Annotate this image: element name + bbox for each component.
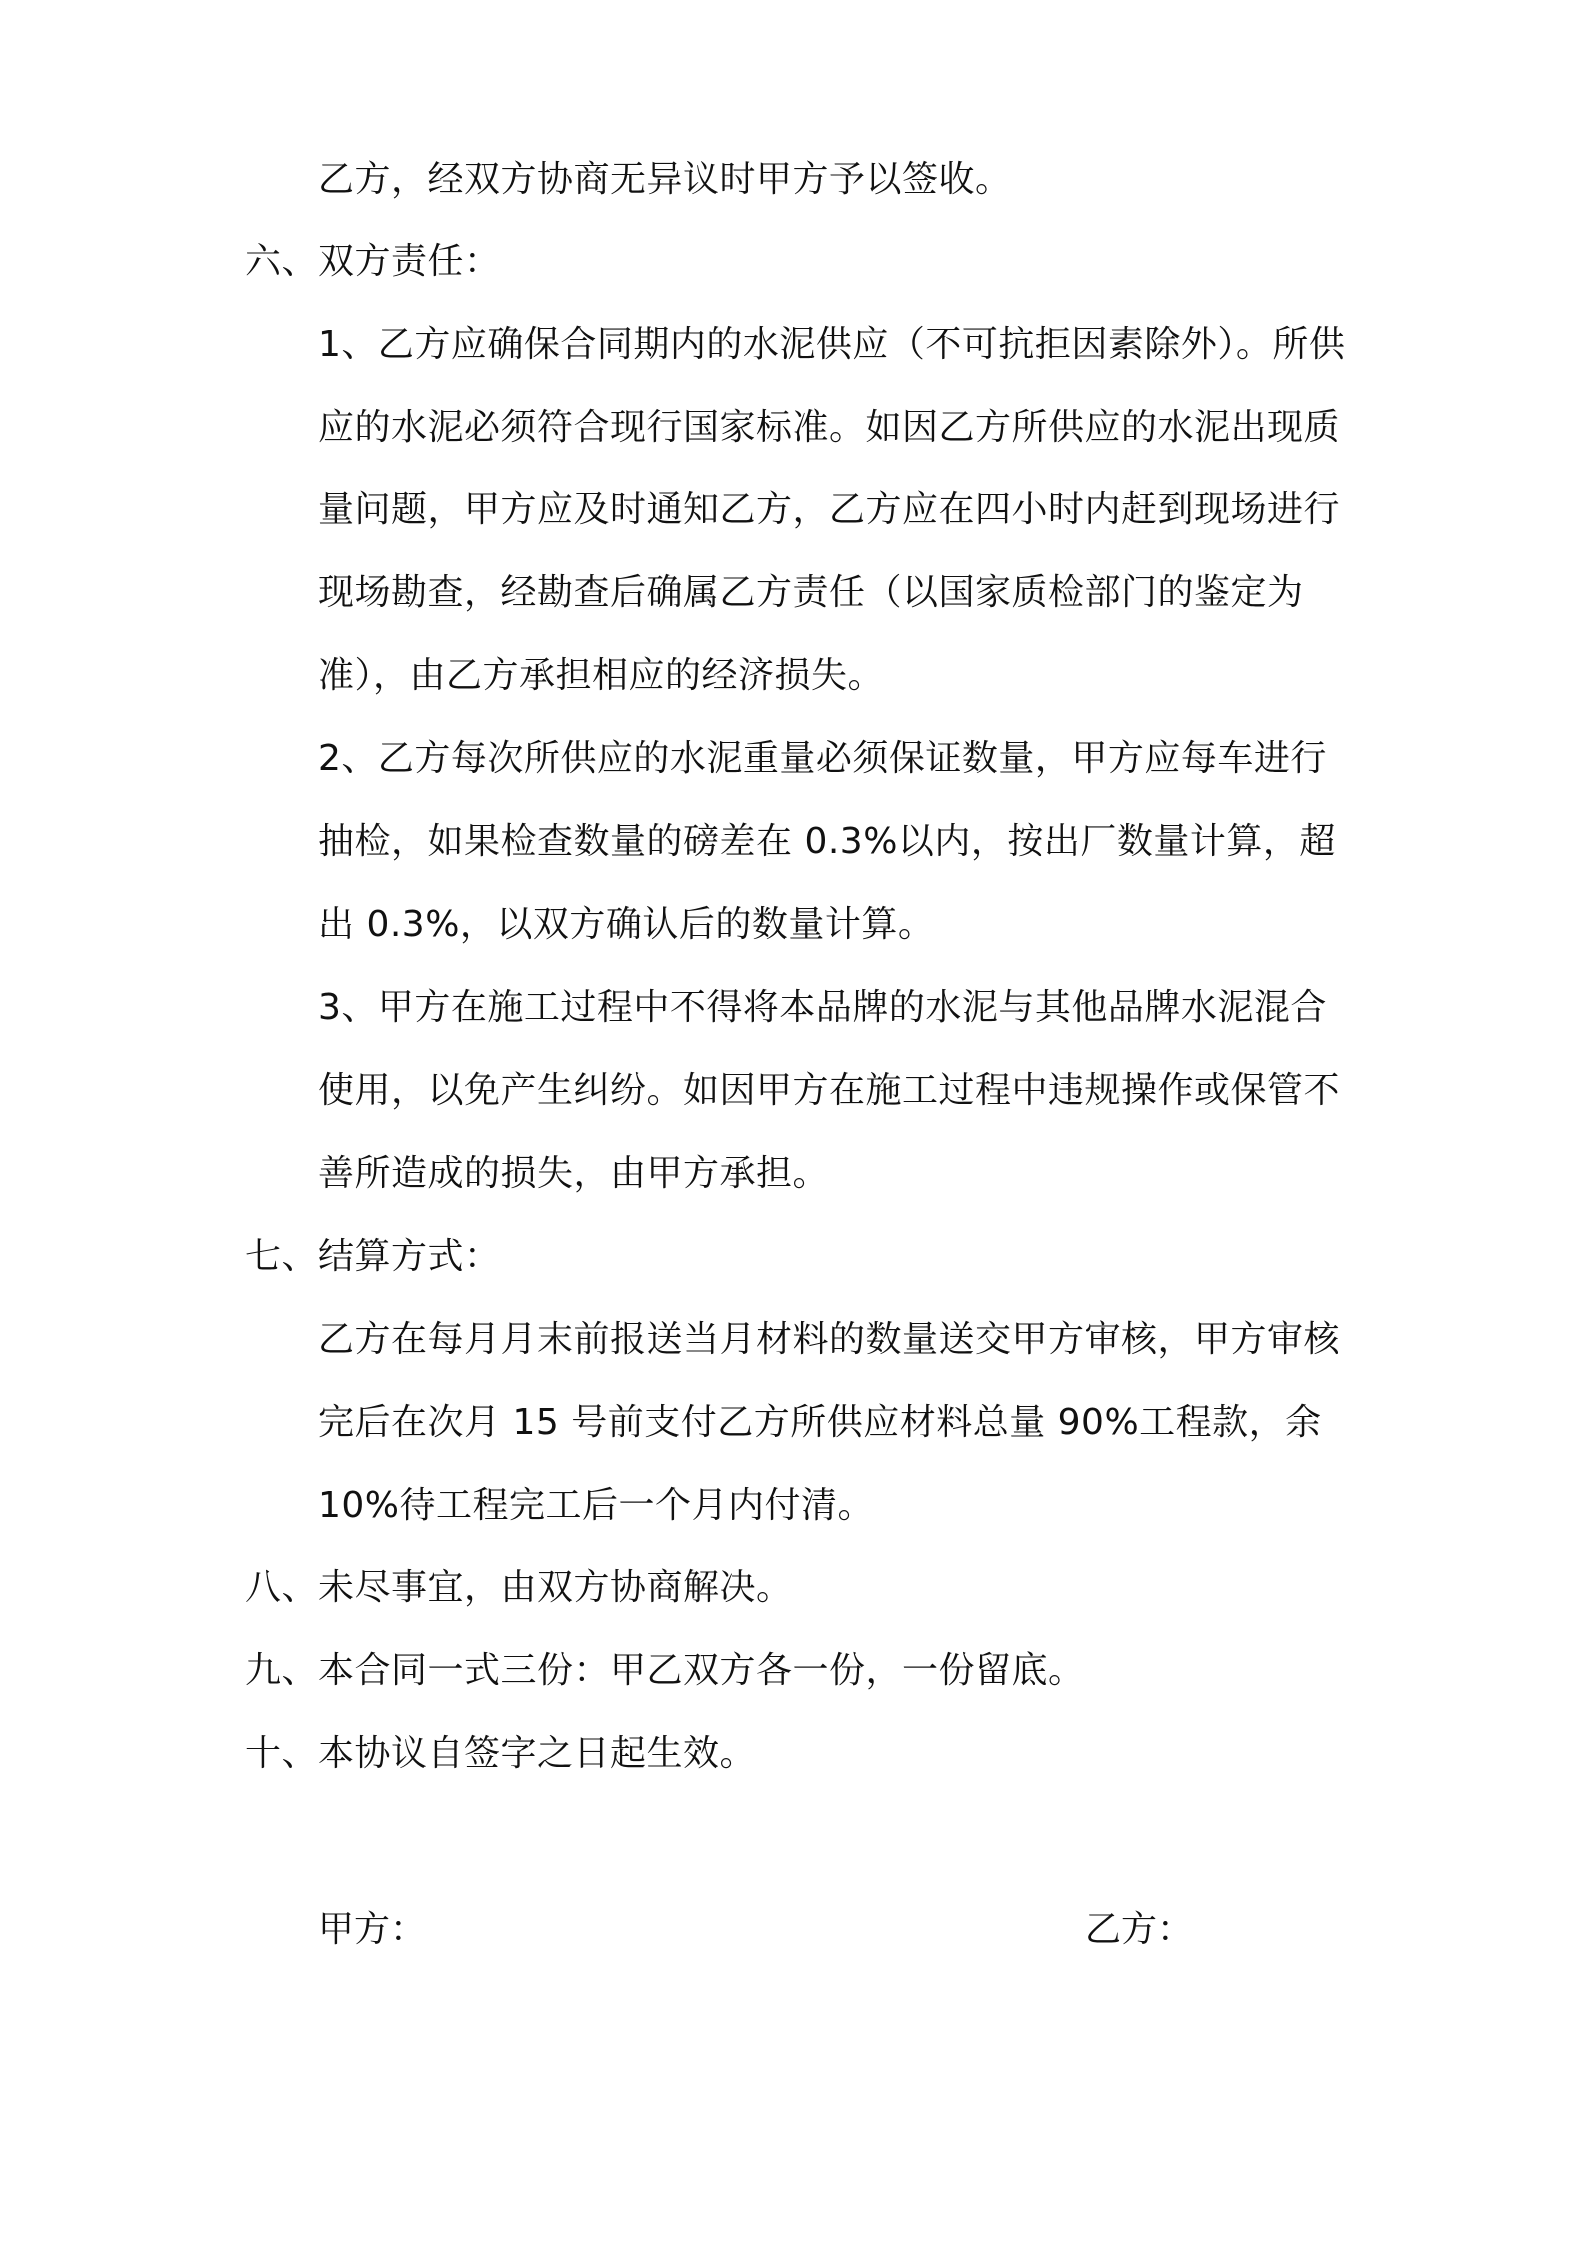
section-6-item-1-line-5: 准），由乙方承担相应的经济损失。 [318,655,885,696]
section-6-item-1-line-4: 现场勘查，经勘查后确属乙方责任（以国家质检部门的鉴定为 [318,572,1304,613]
signature-party-a: 甲方： [318,1909,427,1950]
section-9: 九、本合同一式三份：甲乙双方各一份，一份留底。 [245,1650,1085,1691]
section-6-heading: 六、双方责任： [245,241,501,282]
section-7-line-2: 完后在次月 15 号前支付乙方所供应材料总量 90%工程款，余 [318,1402,1322,1443]
section-6-item-1-line-2: 应的水泥必须符合现行国家标准。如因乙方所供应的水泥出现质 [318,407,1341,448]
section-8: 八、未尽事宜，由双方协商解决。 [245,1567,793,1608]
signature-party-b: 乙方： [1085,1909,1194,1950]
section-7-line-3: 10%待工程完工后一个月内付清。 [318,1485,875,1526]
section-6-item-3-line-2: 使用，以免产生纠纷。如因甲方在施工过程中违规操作或保管不 [318,1070,1341,1111]
section-6-item-2-line-2: 抽检，如果检查数量的磅差在 0.3%以内，按出厂数量计算，超 [318,821,1336,862]
section-6-item-1-line-3: 量问题，甲方应及时通知乙方，乙方应在四小时内赶到现场进行 [318,489,1341,530]
section-6-item-3-line-3: 善所造成的损失，由甲方承担。 [318,1153,830,1194]
section-10: 十、本协议自签字之日起生效。 [245,1733,757,1774]
section-7-heading: 七、结算方式： [245,1236,501,1277]
section-6-item-2-line-1: 2、乙方每次所供应的水泥重量必须保证数量，甲方应每车进行 [318,738,1327,779]
section-7-line-1: 乙方在每月月末前报送当月材料的数量送交甲方审核，甲方审核 [318,1319,1341,1360]
intro-line: 乙方，经双方协商无异议时甲方予以签收。 [318,159,1012,200]
section-6-item-1-line-1: 1、乙方应确保合同期内的水泥供应（不可抗拒因素除外）。所供 [318,324,1346,365]
section-6-item-3-line-1: 3、甲方在施工过程中不得将本品牌的水泥与其他品牌水泥混合 [318,987,1327,1028]
section-6-item-2-line-3: 出 0.3%，以双方确认后的数量计算。 [318,904,935,945]
